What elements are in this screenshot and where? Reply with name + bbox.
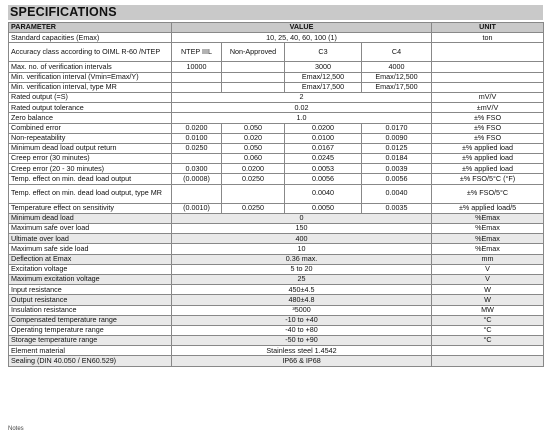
cell-c4: Emax/17,500 — [362, 82, 432, 92]
cell-c3: 0.0040 — [285, 184, 362, 203]
table-row — [9, 62, 544, 72]
row-label: Output resistance — [9, 295, 172, 305]
row-label: Temperature effect on sensitivity — [9, 203, 172, 213]
cell-c3: 0.0200 — [285, 123, 362, 133]
row-value: 5 to 20 — [172, 264, 432, 274]
row-value: Stainless steel 1.4542 — [172, 346, 432, 356]
table-row — [9, 336, 544, 346]
row-unit: ±% applied load — [432, 164, 544, 174]
cell-c1: (0.0008) — [172, 174, 222, 184]
cell-c3: 0.0245 — [285, 154, 362, 164]
table-row — [9, 356, 544, 366]
cell-c2: 0.060 — [222, 154, 285, 164]
row-value: -40 to +80 — [172, 325, 432, 335]
row-label: Zero balance — [9, 113, 172, 123]
cell-c1: 0.0200 — [172, 123, 222, 133]
row-label: Maximum safe over load — [9, 224, 172, 234]
row-unit: mm — [432, 254, 544, 264]
cell-c3: 0.0056 — [285, 174, 362, 184]
row-unit: %Emax — [432, 244, 544, 254]
cell-c4: 0.0039 — [362, 164, 432, 174]
row-unit: ±% FSO — [432, 123, 544, 133]
row-unit: %Emax — [432, 213, 544, 223]
row-label: Operating temperature range — [9, 325, 172, 335]
table-row — [9, 174, 544, 184]
row-value: 0.36 max. — [172, 254, 432, 264]
cell-c4: 0.0170 — [362, 123, 432, 133]
table-row — [9, 234, 544, 244]
row-value: -50 to +90 — [172, 336, 432, 346]
cell-c2: 0.020 — [222, 133, 285, 143]
table-row — [9, 103, 544, 113]
row-label: Temp. effect on min. dead load output — [9, 174, 172, 184]
cell-c4: 0.0184 — [362, 154, 432, 164]
cell-c2 — [222, 82, 285, 92]
row-label: Min. verification interval, type MR — [9, 82, 172, 92]
table-row — [9, 72, 544, 82]
row-unit: ±% applied load — [432, 154, 544, 164]
specifications-table — [8, 22, 544, 367]
row-unit: W — [432, 285, 544, 295]
row-label: Deflection at Emax — [9, 254, 172, 264]
cell-c1: 10000 — [172, 62, 222, 72]
row-value: 25 — [172, 274, 432, 284]
cell-c3: Emax/17,500 — [285, 82, 362, 92]
row-label: Minimum dead load — [9, 213, 172, 223]
table-row — [9, 143, 544, 153]
row-unit — [432, 356, 544, 366]
cell-c2 — [222, 72, 285, 82]
col-c3: C3 — [285, 43, 362, 62]
cell-c2: 0.050 — [222, 143, 285, 153]
cell-c3: 0.0167 — [285, 143, 362, 153]
col-non-approved: Non-Approved — [222, 43, 285, 62]
row-unit: mV/V — [432, 92, 544, 102]
table-row — [9, 315, 544, 325]
row-value: 10 — [172, 244, 432, 254]
cell-c4: 0.0035 — [362, 203, 432, 213]
table-row — [9, 213, 544, 223]
page-title: SPECIFICATIONS — [8, 5, 543, 20]
row-unit: ±mV/V — [432, 103, 544, 113]
table-row — [9, 244, 544, 254]
row-unit: V — [432, 264, 544, 274]
row-label: Creep error (20 - 30 minutes) — [9, 164, 172, 174]
row-unit: V — [432, 274, 544, 284]
row-unit: ±% FSO/5°C — [432, 184, 544, 203]
row-label: Creep error (30 minutes) — [9, 154, 172, 164]
table-row — [9, 184, 544, 203]
cell-c1 — [172, 72, 222, 82]
row-unit: ±% applied load/5 — [432, 203, 544, 213]
table-row — [9, 92, 544, 102]
row-label: Max. no. of verification intervals — [9, 62, 172, 72]
table-row — [9, 264, 544, 274]
cell-c3: 3000 — [285, 62, 362, 72]
row-label: Non-repeatability — [9, 133, 172, 143]
cell-c2: 0.050 — [222, 123, 285, 133]
cell-c2 — [222, 62, 285, 72]
notes-label: Notes — [8, 426, 24, 432]
table-row — [9, 43, 544, 62]
cell-c3: 0.0100 — [285, 133, 362, 143]
row-label: Minimum dead load output return — [9, 143, 172, 153]
row-value: 0 — [172, 213, 432, 223]
col-ntep: NTEP IIIL — [172, 43, 222, 62]
row-unit: %Emax — [432, 224, 544, 234]
col-c4: C4 — [362, 43, 432, 62]
table-row — [9, 154, 544, 164]
row-value: 150 — [172, 224, 432, 234]
row-label: Maximum safe side load — [9, 244, 172, 254]
table-row — [9, 133, 544, 143]
cell-c1: (0.0010) — [172, 203, 222, 213]
row-value: 480±4.8 — [172, 295, 432, 305]
table-row — [9, 305, 544, 315]
table-row — [9, 113, 544, 123]
cell-c2: 0.0200 — [222, 164, 285, 174]
table-row — [9, 33, 544, 43]
cell-c1: 0.0300 — [172, 164, 222, 174]
row-value: 0.02 — [172, 103, 432, 113]
row-unit — [432, 82, 544, 92]
cell-c4: 4000 — [362, 62, 432, 72]
cell-c4: 0.0056 — [362, 174, 432, 184]
table-row — [9, 82, 544, 92]
row-value: 2 — [172, 92, 432, 102]
row-unit — [432, 346, 544, 356]
cell-c1: 0.0100 — [172, 133, 222, 143]
row-value: ³5000 — [172, 305, 432, 315]
row-unit: MW — [432, 305, 544, 315]
cell-c2: 0.0250 — [222, 174, 285, 184]
row-label: Temp. effect on min. dead load output, type MR — [9, 184, 172, 203]
row-value: -10 to +40 — [172, 315, 432, 325]
table-row — [9, 164, 544, 174]
row-label: Rated output tolerance — [9, 103, 172, 113]
row-label: Insulation resistance — [9, 305, 172, 315]
table-row — [9, 325, 544, 335]
row-unit: °C — [432, 325, 544, 335]
table-header-row — [9, 23, 544, 33]
row-label: Maximum excitation voltage — [9, 274, 172, 284]
row-unit: ±% FSO — [432, 113, 544, 123]
cell-c4: 0.0040 — [362, 184, 432, 203]
row-label: Combined error — [9, 123, 172, 133]
row-unit — [432, 62, 544, 72]
table-row — [9, 224, 544, 234]
cell-c2: 0.0250 — [222, 203, 285, 213]
row-value: 450±4.5 — [172, 285, 432, 295]
row-unit: %Emax — [432, 234, 544, 244]
row-label: Element material — [9, 346, 172, 356]
table-row — [9, 295, 544, 305]
row-label: Accuracy class according to OIML R-60 /NTEP — [9, 43, 172, 62]
table-row — [9, 203, 544, 213]
row-unit: ton — [432, 33, 544, 43]
row-unit: ±% FSO/5°C (°F) — [432, 174, 544, 184]
row-label: Input resistance — [9, 285, 172, 295]
row-value: 1.0 — [172, 113, 432, 123]
row-value: IP66 & IP68 — [172, 356, 432, 366]
row-label: Sealing (DIN 40.050 / EN60.529) — [9, 356, 172, 366]
row-label: Storage temperature range — [9, 336, 172, 346]
cell-c1 — [172, 82, 222, 92]
row-label: Standard capacities (Emax) — [9, 33, 172, 43]
row-unit: W — [432, 295, 544, 305]
cell-c3: Emax/12,500 — [285, 72, 362, 82]
cell-c2 — [222, 184, 285, 203]
cell-c4: 0.0090 — [362, 133, 432, 143]
table-row — [9, 346, 544, 356]
table-row — [9, 274, 544, 284]
row-unit — [432, 72, 544, 82]
cell-c1: 0.0250 — [172, 143, 222, 153]
row-unit: °C — [432, 336, 544, 346]
cell-c3: 0.0050 — [285, 203, 362, 213]
row-unit: ±% applied load — [432, 143, 544, 153]
cell-c4: 0.0125 — [362, 143, 432, 153]
header-value: VALUE — [172, 23, 432, 33]
table-row — [9, 285, 544, 295]
row-value: 10, 25, 40, 60, 100 (1) — [172, 33, 432, 43]
cell-c1 — [172, 154, 222, 164]
cell-c3: 0.0053 — [285, 164, 362, 174]
table-row — [9, 254, 544, 264]
header-unit: UNIT — [432, 23, 544, 33]
cell-c1 — [172, 184, 222, 203]
table-row — [9, 123, 544, 133]
row-unit: ±% FSO — [432, 133, 544, 143]
row-label: Min. verification interval (Vmin=Emax/Y) — [9, 72, 172, 82]
header-parameter: PARAMETER — [9, 23, 172, 33]
row-unit: °C — [432, 315, 544, 325]
row-label: Ultimate over load — [9, 234, 172, 244]
row-label: Rated output (=S) — [9, 92, 172, 102]
cell-c4: Emax/12,500 — [362, 72, 432, 82]
row-value: 400 — [172, 234, 432, 244]
row-label: Compensated temperature range — [9, 315, 172, 325]
row-unit — [432, 43, 544, 62]
row-label: Excitation voltage — [9, 264, 172, 274]
